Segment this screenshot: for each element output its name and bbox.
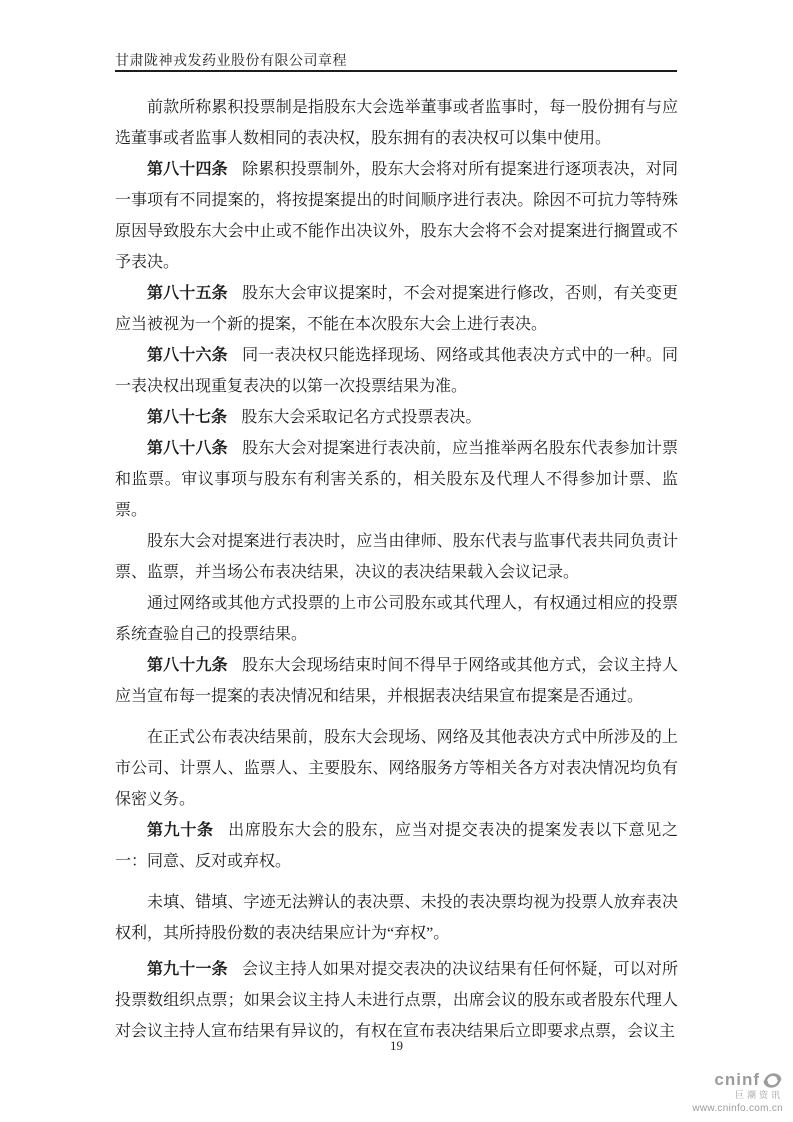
- article-number: 第八十五条: [147, 285, 228, 302]
- article-number: 第八十九条: [147, 657, 228, 674]
- paragraph-text: 出席股东大会的股东，应当对提交表决的提案发表以下意见之一：同意、反对或弃权。: [115, 822, 678, 870]
- paragraph: [115, 815, 678, 877]
- paragraph: [115, 722, 678, 815]
- article-number: 第八十七条: [147, 409, 228, 426]
- article-number: 第九十条: [147, 822, 214, 839]
- document-body: [115, 92, 678, 1047]
- paragraph-text: 同一表决权只能选择现场、网络或其他表决方式中的一种。同一表决权出现重复表决的以第一次投票结果为准。: [115, 347, 678, 395]
- paragraph: [115, 588, 678, 650]
- logo-brand-text: cninf: [714, 1070, 760, 1090]
- paragraph: [115, 954, 678, 1047]
- page-number: 19: [390, 1038, 403, 1053]
- article-number: 第九十一条: [147, 961, 228, 978]
- paragraph: [115, 92, 678, 154]
- cninfo-swirl-icon: [762, 1071, 783, 1090]
- paragraph-text: 通过网络或其他方式投票的上市公司股东或其代理人，有权通过相应的投票系统查验自己的投票结果。: [115, 595, 678, 643]
- paragraph-text: 除累积投票制外，股东大会将对所有提案进行逐项表决，对同一事项有不同提案的，将按提案提出的时间顺序进行表决。除因不可抗力等特殊原因导致股东大会中止或不能作出决议外，股东大会将不会对提案进行搁置或不予表决。: [115, 161, 678, 271]
- paragraph: [115, 340, 678, 402]
- cninfo-logo: [692, 1071, 783, 1114]
- paragraph-text: 股东大会对提案进行表决前，应当推举两名股东代表参加计票和监票。审议事项与股东有利害关系的，相关股东及代理人不得参加计票、监票。: [115, 440, 678, 519]
- paragraph-text: 在正式公布表决结果前，股东大会现场、网络及其他表决方式中所涉及的上市公司、计票人、监票人、主要股东、网络服务方等相关各方对表决情况均负有保密义务。: [115, 729, 678, 808]
- header-rule: [115, 70, 677, 72]
- paragraph-text: 股东大会现场结束时间不得早于网络或其他方式，会议主持人应当宣布每一提案的表决情况和结果，并根据表决结果宣布提案是否通过。: [115, 657, 678, 705]
- paragraph-text: 股东大会采取记名方式投票表决。: [241, 409, 482, 426]
- paragraph-text: 未填、错填、字迹无法辨认的表决票、未投的表决票均视为投票人放弃表决权利，其所持股份数的表决结果应计为“弃权”。: [115, 894, 678, 942]
- logo-name-cn: 巨潮资讯: [734, 1090, 783, 1101]
- article-number: 第八十八条: [147, 440, 228, 457]
- paragraph: [115, 526, 678, 588]
- paragraph: [115, 154, 678, 278]
- article-number: 第八十四条: [147, 161, 228, 178]
- paragraph: [115, 650, 678, 712]
- article-number: 第八十六条: [147, 347, 228, 364]
- header-title: 甘肃陇神戎发药业股份有限公司章程: [115, 54, 347, 69]
- paragraph: [115, 402, 678, 433]
- paragraph: [115, 887, 678, 949]
- paragraph-text: 股东大会对提案进行表决时，应当由律师、股东代表与监事代表共同负责计票、监票，并当场公布表决结果，决议的表决结果载入会议记录。: [115, 533, 678, 581]
- paragraph-text: 会议主持人如果对提交表决的决议结果有任何怀疑，可以对所投票数组织点票；如果会议主持人未进行点票，出席会议的股东或者股东代理人对会议主持人宣布结果有异议的，有权在宣布表决结果后立即要求点票，会议主: [115, 961, 678, 1040]
- paragraph: [115, 278, 678, 340]
- logo-top-row: [692, 1071, 783, 1090]
- paragraph-text: 前款所称累积投票制是指股东大会选举董事或者监事时，每一股份拥有与应选董事或者监事人数相同的表决权，股东拥有的表决权可以集中使用。: [115, 99, 678, 147]
- logo-url: www.cninfo.com.cn: [692, 1103, 783, 1114]
- paragraph-text: 股东大会审议提案时，不会对提案进行修改，否则，有关变更应当被视为一个新的提案，不能在本次股东大会上进行表决。: [115, 285, 678, 333]
- paragraph: [115, 433, 678, 526]
